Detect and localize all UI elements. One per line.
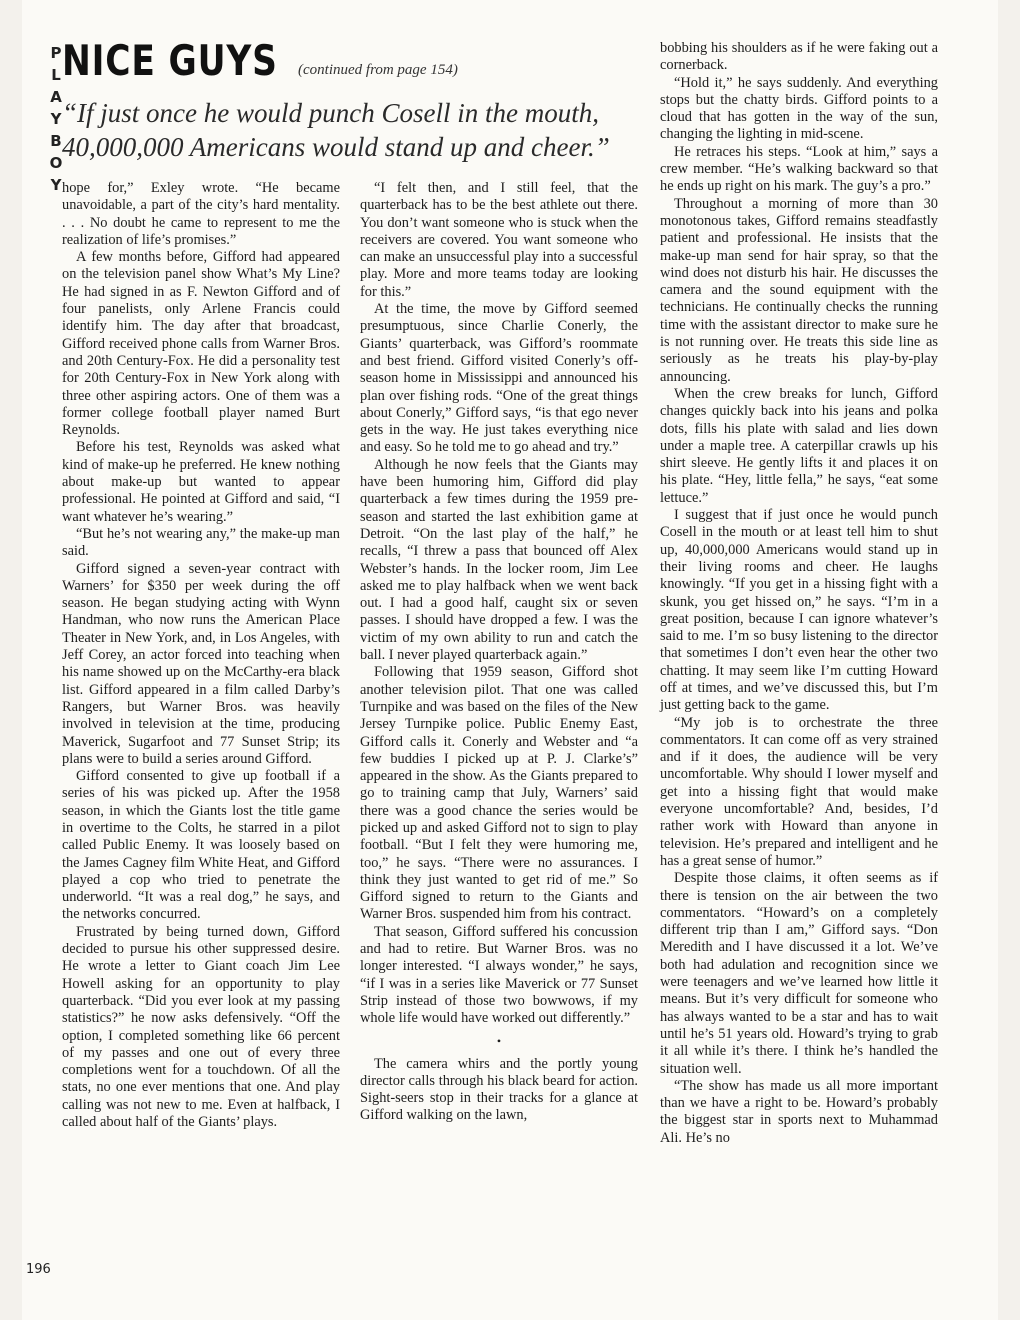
text-column-1 — [62, 180, 340, 1131]
paragraph: A few months before, Gifford had appeared on the television panel show What’s My Line? He had signed in as F. Newton Gifford and of four panelists, only Arlene Francis could identify him. The day after that broadcast, Gifford received phone calls from Warner Bros. and 20th Century-Fox. He did a personality test for 20th Century-Fox in New York along with three other aspiring actors. One of them was a former college football player named Burt Reynolds. — [62, 249, 340, 439]
paragraph: I suggest that if just once he would punch Cosell in the mouth or at least tell him to shut up, 40,000,000 Americans would stand up in their living rooms and cheer. He laughs knowingly. “If you get in a hissing fight with a skunk, you get hissed on,” he says. “I’m in a great position, because I can ignore whatever’s said to me. I’m so busy listening to the director that sometimes I don’t even hear the other two chatting. It may seem like I’m cutting Howard off at times, and we’ve discussed this, but I’m just getting back to the game. — [660, 507, 938, 714]
section-separator: • — [496, 1033, 502, 1048]
continued-note: (continued from page 154) — [298, 62, 458, 78]
paragraph: “The show has made us all more important than we have a right to be. Howard’s probably the biggest star in sports next to Muhammad Ali. He’s no — [660, 1077, 938, 1146]
paragraph: “But he’s not wearing any,” the make-up man said. — [62, 525, 340, 560]
paragraph: The camera whirs and the portly young director calls through his black beard for action. Sight-seers stop in their tracks for a glance at Gifford walking on the lawn, — [360, 1055, 638, 1124]
paragraph: Frustrated by being turned down, Gifford decided to pursue his other suppressed desire. He wrote a letter to Giant coach Jim Lee Howell asking for an opportunity to play quarterback. “Did you ever look at my passing statistics?” he now asks defensively. “Off the option, I completed something like 66 percent of my passes and one out of every three completions went for a touchdown. Of all the stats, no one ever mentions that one. And play calling was not new to me. Even at halfback, I called about half of the Giants’ plays. — [62, 923, 340, 1131]
text-column-2 — [360, 180, 638, 1125]
paragraph: Before his test, Reynolds was asked what kind of make-up he preferred. He knew nothing about make-up but wanted to appear professional. He pointed at Gifford and said, “I want whatever he’s wearing.” — [62, 439, 340, 525]
paragraph: When the crew breaks for lunch, Gifford changes quickly back into his jeans and polka dots, fills his plate with salad and lies down under a maple tree. A caterpillar crawls up his shirt sleeve. He gently lifts it and places it on his plate. “Hey, little fella,” he says, “eat some lettuce.” — [660, 385, 938, 506]
paragraph: bobbing his shoulders as if he were faking out a cornerback. — [660, 40, 938, 74]
logo-letter: O — [49, 154, 63, 172]
logo-letter: Y — [50, 110, 62, 128]
paragraph: hope for,” Exley wrote. “He became unavoidable, a part of the city’s hard mentality. . . . No doubt he came to represent to me the realization of life’s promises.” — [62, 180, 340, 248]
paragraph: He retraces his steps. “Look at him,” says a crew member. “He’s walking backward so that he ends up right on his mark. The guy’s a pro.” — [660, 143, 938, 195]
paragraph: “My job is to orchestrate the three commentators. It can come off as very strained and if it does, the audience will be very uncomfortable. Why should I lower myself and get into a hissing fight that would make everyone uncomfortable? And, besides, I’d rather work with Howard than anyone in television. He’s prepared and intelligent and he has a great sense of humor.” — [660, 714, 938, 869]
logo-letter: L — [51, 66, 61, 84]
paragraph: “Hold it,” he says suddenly. And everything stops but the chatty birds. Gifford points to a cloud that has gotten in the way of the sun, changing the lighting in mid-scene. — [660, 74, 938, 143]
paragraph: Although he now feels that the Giants may have been humoring him, Gifford did play quarterback a few times during the 1959 pre-season and started the last exhibition game at Detroit. “On the last play of the half,” he recalls, “I threw a pass that bounced off Alex Webster’s hands. In the locker room, Jim Lee asked me to play halfback when we went back out. I had a good half, caught six or seven passes. I should have dropped a few. I was the victim of my own ability to run and catch the ball. I never played quarterback again.” — [360, 456, 638, 664]
paragraph: “I felt then, and I still feel, that the quarterback has to be the best athlete out there. You don’t want someone who is stuck when the receivers are covered. You want someone who can make an unsuccessful play into a successful play. More and more teams today are looking for this.” — [360, 180, 638, 300]
page-number: 196 — [26, 1262, 51, 1277]
logo-letter: P — [50, 44, 62, 62]
logo-letter: B — [50, 132, 62, 150]
pull-quote: “If just once he would punch Cosell in the mouth, 40,000,000 Americans would stand up and cheer.” — [62, 98, 610, 162]
text-column-3 — [660, 40, 938, 1147]
logo-letter: Y — [50, 176, 62, 194]
paragraph: At the time, the move by Gifford seemed presumptuous, since Charlie Conerly, the Giants’ quarterback, was Gifford’s roommate and best friend. Gifford visited Conerly’s off-season home in Mississippi and announced his plan over fishing rods. “One of the great things about Conerly,” Gifford says, “is that ego never gets in the way. He just takes everything nice and easy. So he told me to go ahead and try.” — [360, 301, 638, 456]
logo-letter: A — [50, 88, 62, 106]
paragraph: Despite those claims, it often seems as if there is tension on the air between the two commentators. “Howard’s on a completely different trip than I am,” Gifford says. “Don Meredith and I have discussed it a lot. We’ve both had adulation and recognition since we were teenagers and we’ve learned how little it means. But it’s very difficult for someone who has always wanted to be a star and has to wait until he’s 51 years old. Howard’s trying to grab it all while it’s there. I think he’s handled the situation well. — [660, 870, 938, 1077]
paragraph: Gifford consented to give up football if a series of his was picked up. After the 1958 season, in which the Giants lost the title game in overtime to the Colts, he starred in a pilot called Public Enemy. It was loosely based on the James Cagney film White Heat, and Gifford played a cop who tried to penetrate the underworld. “It was a real dog,” he says, and the networks concurred. — [62, 768, 340, 923]
paragraph: Following that 1959 season, Gifford shot another television pilot. That one was called Turnpike and was based on the files of the New Jersey Turnpike police. Public Enemy East, Gifford calls it. Conerly and Webster and “a few buddies I picked up at P. J. Clarke’s” appeared in the show. As the Giants prepared to go to training camp that July, Warners’ said there was a good chance the series would be picked up and asked Gifford not to sign to play football. “But I felt they were humoring me, too,” he says. “There were no assurances. I think they just wanted to get rid of me.” So Gifford signed to return to the Giants and Warner Bros. suspended him from his contract. — [360, 664, 638, 923]
article-title: NICE GUYS — [62, 36, 278, 85]
paragraph: Gifford signed a seven-year contract with Warners’ for $350 per week during the off season. He began studying acting with Wynn Handman, who now runs the American Place Theater in New York, and, in Los Angeles, with Jeff Corey, an actor forced into teaching when his name showed up on the McCarthy-era black list. Gifford appeared in a film called Darby’s Rangers, but Warner Bros. was heavily involved in television at the time, producing Maverick, Sugarfoot and 77 Sunset Strip; its plans were to build a series around Gifford. — [62, 560, 340, 767]
paragraph: That season, Gifford suffered his concussion and had to retire. But Warner Bros. was no longer interested. “I always wonder,” he says, “if I was in a series like Maverick or 77 Sunset Strip instead of those two bowwows, if my whole life would have worked out differently.” — [360, 923, 638, 1027]
paragraph: Throughout a morning of more than 30 monotonous takes, Gifford remains steadfastly patient and professional. He insists that the make-up man send for hair spray, so that the wind does not disturb his hair. He discusses the camera and the sound equipment with the technicians. He continually checks the running time with the assistant director to make sure he is not running over. He treats this side line as seriously as he treats his play-by-play announcing. — [660, 195, 938, 385]
